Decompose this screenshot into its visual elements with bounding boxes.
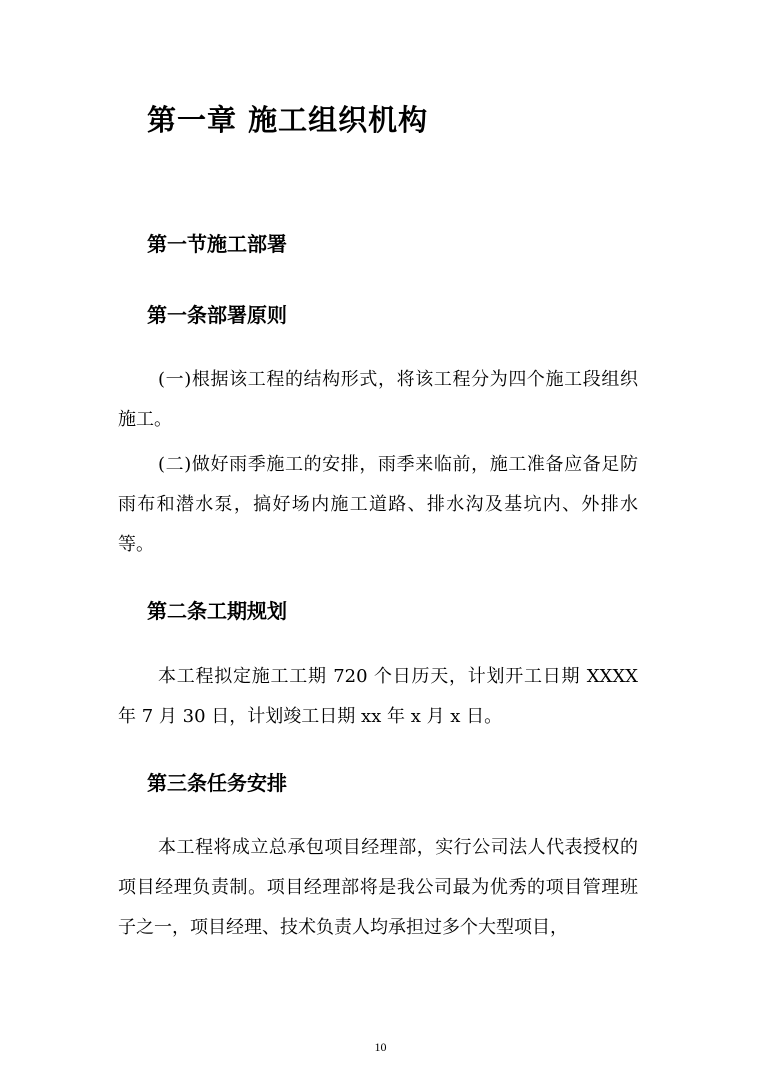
chapter-title: 第一章 施工组织机构 (147, 103, 429, 137)
article-heading-1: 第一条部署原则 (147, 303, 287, 327)
article-3-paragraph-1: 本工程将成立总承包项目经理部，实行公司法人代表授权的项目经理负责制。项目经理部将是我公司最为优秀的项目管理班子之一，项目经理、技术负责人均承担过多个大型项目， (118, 837, 638, 938)
article-heading-2: 第二条工期规划 (147, 599, 287, 623)
article-heading-3: 第三条任务安排 (147, 771, 287, 795)
article-1-paragraph-2: (二)做好雨季施工的安排，雨季来临前，施工准备应备足防雨布和潜水泵，搞好场内施工道路、排水沟及基坑内、外排水等。 (118, 454, 638, 555)
article-1-paragraph-1: (一)根据该工程的结构形式，将该工程分为四个施工段组织施工。 (118, 369, 638, 430)
article-2-paragraph-1: 本工程拟定施工工期 720 个日历天，计划开工日期 XXXX 年 7 月 30 日，计划竣工日期 xx 年 x 月 x 日。 (118, 666, 638, 727)
page-number: 10 (374, 1040, 387, 1054)
section-title: 第一节施工部署 (147, 232, 287, 256)
